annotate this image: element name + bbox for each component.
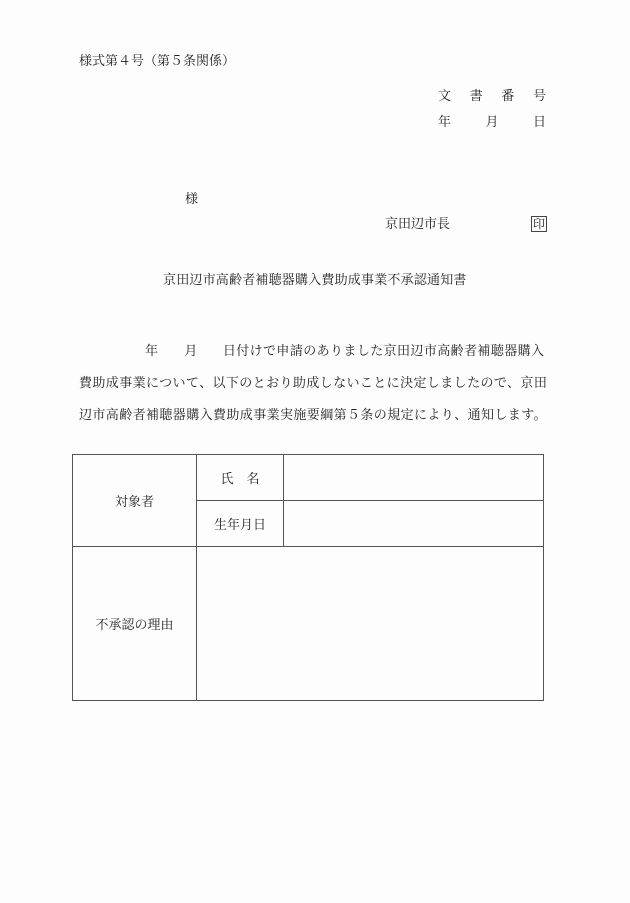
- body-line-3: 辺市高齢者補聴器購入費助成事業実施要綱第５条の規定により、通知します。: [79, 408, 547, 423]
- seal-stamp-icon: 印: [533, 217, 546, 231]
- body-line-2: 費助成事業について、以下のとおり助成しないことに決定しましたので、京田: [79, 376, 548, 391]
- name-value-field[interactable]: [284, 455, 544, 501]
- notice-table: [72, 454, 544, 701]
- body-line-1-text: 日付けで申請のありました京田辺市高齢者補聴器購入: [222, 344, 545, 359]
- date-month-label: 月: [485, 115, 499, 130]
- reason-value-field[interactable]: [197, 547, 544, 701]
- dob-label: 生年月日: [197, 501, 284, 547]
- form-number: 様式第４号（第５条関係）: [79, 54, 236, 69]
- dob-value-field[interactable]: [284, 501, 544, 547]
- reason-label: 不承認の理由: [73, 547, 197, 701]
- body-month-label: 月: [184, 344, 198, 359]
- name-label: 氏 名: [197, 455, 284, 501]
- date-day-label: 日: [532, 115, 546, 130]
- date-year-label: 年: [438, 115, 452, 130]
- body-line-1: [79, 345, 544, 358]
- issue-date: [438, 116, 546, 129]
- addressee-honorific: 様: [185, 192, 199, 207]
- document-number-char: 号: [532, 89, 546, 104]
- document-number-char: 文: [438, 89, 452, 104]
- document-title: 京田辺市高齢者補聴器購入費助成事業不承認通知書: [163, 273, 467, 288]
- document-number-char: 書: [469, 89, 483, 104]
- body-year-label: 年: [145, 344, 159, 359]
- sender-name: 京田辺市長: [385, 217, 451, 232]
- document-number-char: 番: [501, 89, 515, 104]
- document-number-label: [438, 90, 546, 103]
- subject-label: 対象者: [73, 455, 197, 547]
